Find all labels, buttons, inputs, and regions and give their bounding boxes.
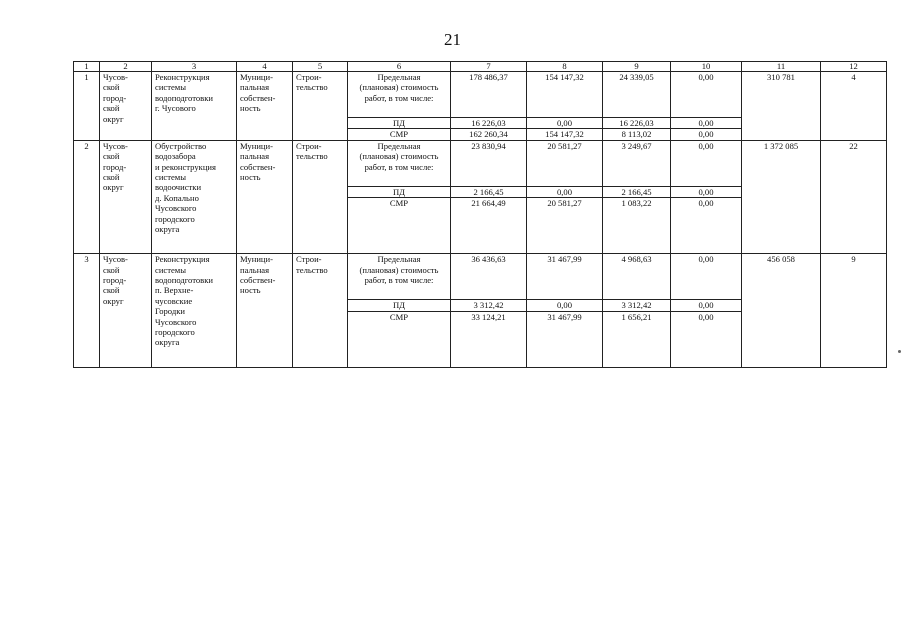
pd-value: 2 166,45 [603, 186, 671, 197]
capacity-value: 456 058 [742, 254, 821, 367]
smr-value: 154 147,32 [527, 129, 603, 140]
pd-value: 0,00 [527, 186, 603, 197]
pd-value: 16 226,03 [451, 118, 527, 129]
pd-value: 0,00 [527, 300, 603, 311]
column-header: 9 [603, 62, 671, 72]
count-value: 4 [821, 72, 887, 141]
pd-value: 16 226,03 [603, 118, 671, 129]
pd-label: ПД [348, 118, 451, 129]
smr-value: 33 124,21 [451, 311, 527, 367]
smr-label: СМР [348, 198, 451, 254]
work-type-cell: Строи- тельство [293, 254, 348, 367]
smr-value: 8 113,02 [603, 129, 671, 140]
pd-value: 0,00 [671, 118, 742, 129]
scan-artifact [898, 350, 901, 353]
municipality-cell: Чусов- ской город- ской округ [100, 254, 152, 367]
smr-label: СМР [348, 129, 451, 140]
total-value: 0,00 [671, 254, 742, 300]
table-row [74, 72, 887, 118]
pd-value: 0,00 [671, 186, 742, 197]
total-cost-label: Предельная (плановая) стоимость работ, в том числе: [348, 140, 451, 186]
column-number-row [74, 62, 887, 72]
total-value: 20 581,27 [527, 140, 603, 186]
pd-value: 0,00 [671, 300, 742, 311]
count-value: 9 [821, 254, 887, 367]
page-number: 21 [444, 30, 461, 49]
total-value: 36 436,63 [451, 254, 527, 300]
table-row [74, 254, 887, 300]
row-number: 3 [74, 254, 100, 367]
count-value: 22 [821, 140, 887, 253]
pd-value: 3 312,42 [451, 300, 527, 311]
total-value: 178 486,37 [451, 72, 527, 118]
column-header: 8 [527, 62, 603, 72]
column-header: 3 [152, 62, 237, 72]
smr-value: 20 581,27 [527, 198, 603, 254]
total-cost-label: Предельная (плановая) стоимость работ, в том числе: [348, 254, 451, 300]
budget-table [73, 61, 887, 368]
pd-value: 3 312,42 [603, 300, 671, 311]
smr-value: 162 260,34 [451, 129, 527, 140]
municipality-cell: Чусов- ской город- ской округ [100, 72, 152, 141]
column-header: 12 [821, 62, 887, 72]
row-number: 1 [74, 72, 100, 141]
total-value: 154 147,32 [527, 72, 603, 118]
smr-value: 0,00 [671, 198, 742, 254]
ownership-cell: Муници- пальная собствен- ность [237, 140, 293, 253]
column-header: 7 [451, 62, 527, 72]
smr-value: 31 467,99 [527, 311, 603, 367]
capacity-value: 310 781 [742, 72, 821, 141]
row-number: 2 [74, 140, 100, 253]
total-value: 0,00 [671, 140, 742, 186]
column-header: 10 [671, 62, 742, 72]
object-cell: Реконструкция системы водоподготовки п. Верхне- чусовские Городки Чусовского городского округа [152, 254, 237, 367]
smr-value: 1 083,22 [603, 198, 671, 254]
column-header: 2 [100, 62, 152, 72]
smr-value: 21 664,49 [451, 198, 527, 254]
column-header: 4 [237, 62, 293, 72]
smr-value: 0,00 [671, 129, 742, 140]
work-type-cell: Строи- тельство [293, 72, 348, 141]
smr-value: 0,00 [671, 311, 742, 367]
total-value: 23 830,94 [451, 140, 527, 186]
capacity-value: 1 372 085 [742, 140, 821, 253]
total-value: 31 467,99 [527, 254, 603, 300]
pd-label: ПД [348, 186, 451, 197]
ownership-cell: Муници- пальная собствен- ность [237, 72, 293, 141]
total-cost-label: Предельная (плановая) стоимость работ, в том числе: [348, 72, 451, 118]
table-row [74, 140, 887, 186]
total-value: 0,00 [671, 72, 742, 118]
column-header: 11 [742, 62, 821, 72]
smr-value: 1 656,21 [603, 311, 671, 367]
pd-value: 2 166,45 [451, 186, 527, 197]
column-header: 5 [293, 62, 348, 72]
pd-label: ПД [348, 300, 451, 311]
object-cell: Реконструкция системы водоподготовки г. Чусового [152, 72, 237, 141]
column-header: 1 [74, 62, 100, 72]
smr-label: СМР [348, 311, 451, 367]
work-type-cell: Строи- тельство [293, 140, 348, 253]
municipality-cell: Чусов- ской город- ской округ [100, 140, 152, 253]
total-value: 24 339,05 [603, 72, 671, 118]
total-value: 3 249,67 [603, 140, 671, 186]
column-header: 6 [348, 62, 451, 72]
ownership-cell: Муници- пальная собствен- ность [237, 254, 293, 367]
total-value: 4 968,63 [603, 254, 671, 300]
pd-value: 0,00 [527, 118, 603, 129]
object-cell: Обустройство водозабора и реконструкция системы водоочистки д. Копально Чусовского городского округа [152, 140, 237, 253]
